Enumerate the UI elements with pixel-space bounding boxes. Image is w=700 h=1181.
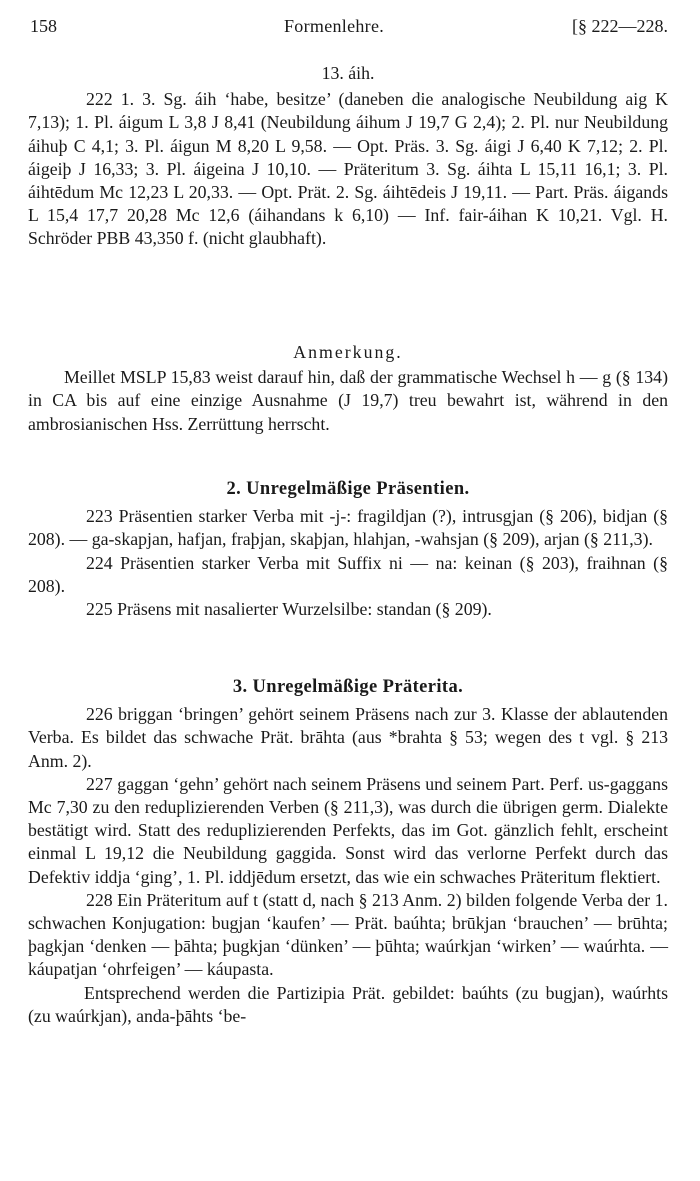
paragraph-222: 222 1. 3. Sg. áih ‘habe, besitze’ (daneben die analogische Neubildung aig K 7,13); 1. Pl. áigum L 3,8 J 8,41 (Neubildung áihum J 19,7 G 2,4); 2. Pl. nur Neubildung áihuþ C 4,1; 3. Pl. áigun M 8,20 L 9,58. — Opt. Präs. 3. Sg. áigi J 6,40 K 7,12; 2. Pl. áigeiþ J 16,33; 3. Pl. áigeina J 10,10. — Präteritum 3. Sg. áihta L 15,11 16,1; 3. Pl. áihtēdum Mc 12,23 L 20,33. — Opt. Prät. 2. Sg. áihtēdeis J 19,11. — Part. Präs. áigands L 15,4 17,7 20,28 Mc 12,6 (áihandans k 6,10) — Inf. fair-áihan K 10,21. Vgl. H. Schröder PBB 43,350 f. (nicht glaubhaft). xyxy=(28,89,668,249)
section-2-heading: 2. Unregelmäßige Präsentien. xyxy=(226,479,470,499)
section-13 xyxy=(28,62,668,251)
anmerkung-heading: Anmerkung. xyxy=(293,342,403,362)
running-title: Formenlehre. xyxy=(284,16,385,36)
paragraph-228: 228 Ein Präteritum auf t (statt d, nach § 213 Anm. 2) bilden folgende Verba der 1. schwachen Konjugation: bugjan ‘kaufen’ — Prät. baúhta; brūkjan ‘brauchen’ — brūhta; þagkjan ‘denken — þāhta; þugkjan ‘dünken’ — þūhta; waúrkjan ‘wirken’ — waúrhta. — káupatjan ‘ohrfeigen’ — káupasta. xyxy=(28,889,668,980)
paragraph-223: 223 Präsentien starker Verba mit -j-: fragildjan (?), intrusgjan (§ 206), bidjan (§ 208). — ga-skapjan, hafjan, fraþjan, skaþjan, hlahjan, -wahsjan (§ 209), arjan (§ 211,3). xyxy=(28,506,668,550)
section-3 xyxy=(28,676,668,1028)
paragraph-225: 225 Präsens mit nasalierter Wurzelsilbe: standan (§ 209). xyxy=(86,599,492,620)
paragraph-224: 224 Präsentien starker Verba mit Suffix ni — na: keinan (§ 203), fraihnan (§ 208). xyxy=(28,552,668,596)
section-3-heading: 3. Unregelmäßige Präterita. xyxy=(232,677,464,697)
page-number: 158 xyxy=(30,16,57,36)
running-header xyxy=(28,16,668,40)
paragraph-entsprechend: Entsprechend werden die Partizipia Prät. gebildet: baúhts (zu bugjan), waúrhts (zu waúrkjan), anda-þāhts ‘be- xyxy=(28,982,668,1026)
paragraph-226: 226 briggan ‘bringen’ gehört seinem Präsens nach zur 3. Klasse der ablautenden Verba. Es bildet das schwache Prät. brāhta (aus *brahta § 53; wegen des t vgl. § 213 Anm. 2). xyxy=(28,704,668,771)
section-2 xyxy=(28,478,668,621)
anmerkung-text: Meillet MSLP 15,83 weist darauf hin, daß der grammatische Wechsel h — g (§ 134) in CA bis auf eine einzige Ausnahme (J 19,7) treu bewahrt ist, während in den ambrosianischen Hss. Zerrüttung herrscht. xyxy=(28,367,668,434)
paragraph-227: 227 gaggan ‘gehn’ gehört nach seinem Präsens und seinem Part. Perf. us-gaggans Mc 7,30 zu den reduplizierenden Verben (§ 211,3), was durch die übrigen germ. Dialekte bestätigt wird. Statt des reduplizierenden Perfekts, das im Got. gänzlich fehlt, erscheint einmal L 19,12 die Neubildung gaggida. Sonst wird das verlorne Perfekt durch das Defektiv iddja ‘ging’, 1. Pl. iddjēdum ersetzt, das wie ein schwaches Präteritum flektiert. xyxy=(28,773,668,887)
anmerkung-block xyxy=(28,341,668,436)
section-13-heading: 13. áih. xyxy=(321,63,375,83)
section-range: [§ 222—228. xyxy=(572,16,668,36)
